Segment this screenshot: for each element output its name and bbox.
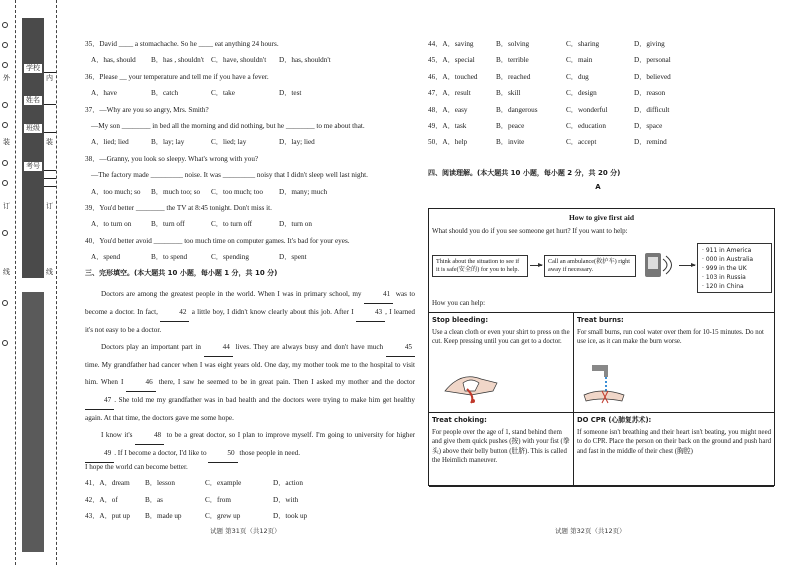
passage-text: time. My grandfather had cancer when I was eight years old. One day, my mother (85, 360, 324, 369)
blank-43: 43 (356, 304, 385, 322)
safety-bubble: Think about the situation to see if it is safe(安全的) for you to help. (432, 255, 528, 277)
option: B．peace (496, 121, 525, 130)
option: B．turn off (151, 220, 185, 229)
page-footer-left: 试题 第31页（共12页） (210, 527, 281, 535)
option: B．made up (145, 512, 182, 521)
binding-band-bottom (22, 292, 44, 552)
circle-mark (2, 300, 8, 306)
option: B．as (145, 495, 163, 504)
option: C．from (205, 495, 231, 504)
option: B．lesson (145, 479, 175, 488)
passage-text: . She told me my grandfather was in bad health and (114, 395, 270, 404)
option: D．remind (634, 138, 667, 147)
option: D．space (634, 121, 663, 130)
help-label: How you can help: (432, 299, 486, 307)
cell-text: If someone isn't breathing and their heart isn't beating, you might need to do CPR. Place the person on their back on the ground and push hard and fast in the middle of their chest (胸腔) (577, 429, 771, 455)
option: D．turn on (279, 220, 312, 229)
option: 46．A．touched (428, 72, 478, 81)
circle-mark (2, 102, 8, 108)
option: B．lay; lay (151, 138, 185, 147)
water-tap-icon (578, 361, 638, 407)
option: C．dug (566, 72, 589, 81)
blank-45: 45 (386, 339, 415, 357)
field-class-line (44, 132, 56, 133)
option: C．wonderful (566, 105, 608, 114)
q36-options (85, 89, 415, 105)
number-item: · 000 in Australia (702, 256, 754, 263)
cell-heading: Treat choking: (432, 416, 487, 424)
do-cpr-cell (574, 413, 774, 487)
q50-options (428, 138, 768, 154)
blank-46: 46 (126, 374, 155, 392)
circle-mark (2, 22, 8, 28)
section-4-title: 四、阅读理解。(本大题共 10 小题，每小题 2 分，共 20 分) (428, 168, 621, 177)
option: D．has, shouldn't (279, 56, 331, 65)
number-item: · 911 in America (702, 247, 752, 254)
option: 43．A．put up (85, 512, 130, 521)
cell-heading: Stop bleeding: (432, 316, 489, 324)
cell-text: For small burns, run cool water over them for 10-15 minutes. Do not use ice, as it can make the burn worse. (577, 329, 764, 346)
passage-text: Doctors are among the greatest people in the world. When I was in primary school, my (101, 289, 362, 298)
circle-mark (2, 340, 8, 346)
field-name-label: 姓名 (26, 96, 40, 104)
circle-mark (2, 230, 8, 236)
field-school-line (44, 72, 56, 73)
option: A．to turn on (91, 220, 132, 229)
binding-char: 装 (46, 138, 53, 146)
section-3-title: 三、完形填空。(本大题共 10 小题，每小题 1 分，共 10 分) (85, 269, 278, 278)
option: C．take (211, 89, 235, 98)
option: B．terrible (496, 56, 529, 65)
dashed-line-inner (56, 0, 57, 565)
option: A．lied; lied (91, 138, 129, 147)
passage-text: Doctors play an important part in (101, 342, 201, 351)
q48-options (428, 106, 768, 122)
q40-options (85, 253, 415, 269)
field-id-line (44, 186, 56, 187)
field-id-label: 考号 (26, 162, 40, 170)
treat-choking-cell (429, 413, 574, 487)
binding-char: 线 (46, 268, 53, 276)
passage-text: university for higher (354, 430, 416, 439)
stop-bleeding-cell (429, 313, 574, 413)
option: C．too much; too (211, 187, 263, 196)
q35-options (85, 56, 415, 72)
option: A．has, should (91, 56, 136, 65)
option: D．with (273, 495, 299, 504)
option: 50．A．help (428, 138, 468, 147)
cloze-passage-p2 (85, 339, 415, 427)
passage-text: the doctors were trying to make him get healthy again. At that time, the doctors gave me some hope. (85, 395, 416, 422)
option: C．spending (211, 253, 249, 262)
passage-text: Then I asked my mother and the doctor (293, 377, 416, 386)
passage-text: took me to the hospital to visit him. When I (85, 360, 415, 386)
cloze-passage (85, 286, 415, 339)
option: A．too much; so (91, 187, 141, 196)
arrow-icon (679, 265, 695, 266)
number-item: · 103 in Russia (702, 274, 746, 281)
q39-options (85, 220, 415, 236)
q45-options (428, 56, 768, 72)
binding-band-top (22, 18, 44, 278)
option: D．action (273, 479, 303, 488)
first-aid-question: What should you do if you see someone get hurt? If you want to help: (432, 227, 628, 235)
passage-text: I know it's (101, 430, 133, 439)
option: 44．A．saving (428, 40, 474, 48)
bleeding-illustration-icon (441, 361, 501, 405)
binding-char: 装 (3, 138, 10, 146)
blank-41: 41 (364, 286, 393, 304)
q37-stem2: —My son ________ in bed all the morning and did nothing, but he ________ to me about that. (91, 121, 365, 130)
left-column (85, 40, 415, 528)
first-aid-grid (429, 312, 774, 486)
passage-text: to be a great doctor, so I plan to improve myself. I'm going to (166, 430, 353, 439)
blank-49: 49 (85, 445, 114, 463)
blank-42: 42 (160, 304, 189, 322)
q46-options (428, 73, 768, 89)
option: B．has , shouldn't (151, 56, 205, 65)
option: B．dangerous (496, 105, 538, 114)
option: 49．A．task (428, 121, 467, 130)
circle-mark (2, 122, 8, 128)
cell-text: For people over the age of 1, stand behind them and give them quick pushes (按) with your fist (拳头) above their belly button (肚脐). This is called the Heimlich maneuver. (432, 429, 570, 464)
passage-text: much (367, 342, 384, 351)
q38-options (85, 188, 415, 204)
option: A．have (91, 89, 117, 98)
q37-stem: 37．—Why are you so angry, Mrs. Smith? (85, 105, 209, 114)
treat-burns-cell (574, 313, 774, 413)
number-item: · 120 in China (702, 283, 744, 290)
circle-mark (2, 62, 8, 68)
q35-stem: 35．David ____ a stomachache. So he ____ eat anything 24 hours. (85, 40, 279, 48)
option: B．skill (496, 89, 521, 98)
binding-char: 订 (46, 202, 53, 210)
q41-options (85, 479, 415, 495)
binding-char: 订 (3, 202, 10, 210)
passage-text: a little boy, I didn't know clearly about this job. After I (191, 307, 354, 316)
binding-char: 内 (46, 74, 53, 82)
option: D．took up (273, 512, 308, 521)
phone-icon (639, 249, 679, 281)
q36-stem: 36．Please __ your temperature and tell me if you have a fever. (85, 72, 269, 81)
q47-options (428, 89, 768, 105)
passage-text: . If I become a doctor, I'd like to (114, 448, 207, 457)
field-class-label: 班级 (26, 124, 40, 132)
cloze-passage-p3 (85, 427, 415, 463)
option: B．catch (151, 89, 179, 98)
passage-text: , I learned it's not easy to be a doctor. (85, 307, 416, 334)
cell-heading: Treat burns: (577, 316, 624, 324)
field-id-line (44, 170, 56, 171)
field-school-label: 学校 (26, 64, 40, 72)
option: D．spent (279, 253, 307, 262)
option: C．main (566, 56, 593, 65)
arrow-icon (530, 265, 542, 266)
q43-options (85, 512, 415, 528)
blank-50: 50 (208, 445, 237, 463)
binding-char: 外 (3, 74, 10, 82)
option: 41．A．dream (85, 479, 130, 488)
passage-text: was to become a doctor. In fact, (85, 289, 416, 316)
cell-heading: DO CPR (心肺复苏术): (577, 416, 652, 424)
option: B．much too; so (151, 187, 201, 196)
blank-48: 48 (135, 427, 164, 445)
option: C．have, shouldn't (211, 56, 267, 65)
binding-strip (0, 0, 58, 565)
option: B．to spend (151, 253, 188, 262)
option: D．many; much (279, 187, 328, 196)
circle-mark (2, 180, 8, 186)
option: D．believed (634, 72, 671, 81)
q38-stem: 38．—Granny, you look so sleepy. What's wrong with you? (85, 154, 259, 163)
passage-text: those people in need. (239, 448, 301, 457)
option: B．solving (496, 40, 530, 48)
option: D．difficult (634, 105, 670, 114)
option: D．lay; lied (279, 138, 315, 147)
blank-47: 47 (85, 392, 114, 410)
option: D．test (279, 89, 302, 98)
circle-mark (2, 42, 8, 48)
option: 42．A．of (85, 495, 118, 504)
option: C．education (566, 121, 606, 130)
option: B．invite (496, 138, 525, 147)
circle-mark (2, 160, 8, 166)
option: 45．A．special (428, 56, 475, 65)
q38-stem2: —The factory made _________ noise. It was _________ noisy that I didn't sleep well last night. (91, 171, 368, 180)
blank-44: 44 (204, 339, 233, 357)
emergency-numbers (697, 243, 772, 293)
q39-stem: 39．You'd better ________ the TV at 8:45 tonight. Don't miss it. (85, 203, 272, 212)
option: D．giving (634, 40, 665, 48)
option: C．lied; lay (211, 138, 247, 147)
passage-text: lives. They are always busy and don't have (235, 342, 365, 351)
page-footer-right: 试题 第32页（共12页） (555, 527, 626, 535)
part-a-label: A (595, 183, 601, 192)
option: B．reached (496, 72, 531, 81)
passage-last-line: I hope the world can become better. (85, 462, 188, 471)
first-aid-infographic (428, 208, 775, 486)
option: D．reason (634, 89, 666, 98)
right-column (428, 40, 768, 200)
q40-stem: 40．You'd better avoid ________ too much time on computer games. It's bad for your eyes. (85, 236, 350, 245)
first-aid-title: How to give first aid (569, 213, 634, 222)
option: C．example (205, 479, 242, 488)
option: C．design (566, 89, 597, 98)
option: 47．A．result (428, 89, 471, 98)
q44-options (428, 40, 768, 56)
option: C．accept (566, 138, 597, 147)
option: C．sharing (566, 40, 600, 48)
binding-char: 线 (3, 268, 10, 276)
option: 48．A．easy (428, 105, 468, 114)
field-id-line (44, 178, 56, 179)
option: C．to turn off (211, 220, 252, 229)
option: A．spend (91, 253, 121, 262)
ambulance-bubble: Call an ambulance(救护车) right away if necessary. (544, 255, 636, 277)
cell-text: Use a clean cloth or even your shirt to press on the cut. Keep pressing until you can get to a doctor. (432, 329, 570, 346)
passage-text: there, I saw he seemed to be in great pain. (158, 377, 291, 386)
number-item: · 999 in the UK (702, 265, 747, 272)
option: D．personal (634, 56, 671, 65)
q42-options (85, 496, 415, 512)
q49-options (428, 122, 768, 138)
dashed-line-outer (15, 0, 16, 565)
field-name-line (44, 104, 56, 105)
q37-options (85, 138, 415, 154)
option: C．grew up (205, 512, 241, 521)
